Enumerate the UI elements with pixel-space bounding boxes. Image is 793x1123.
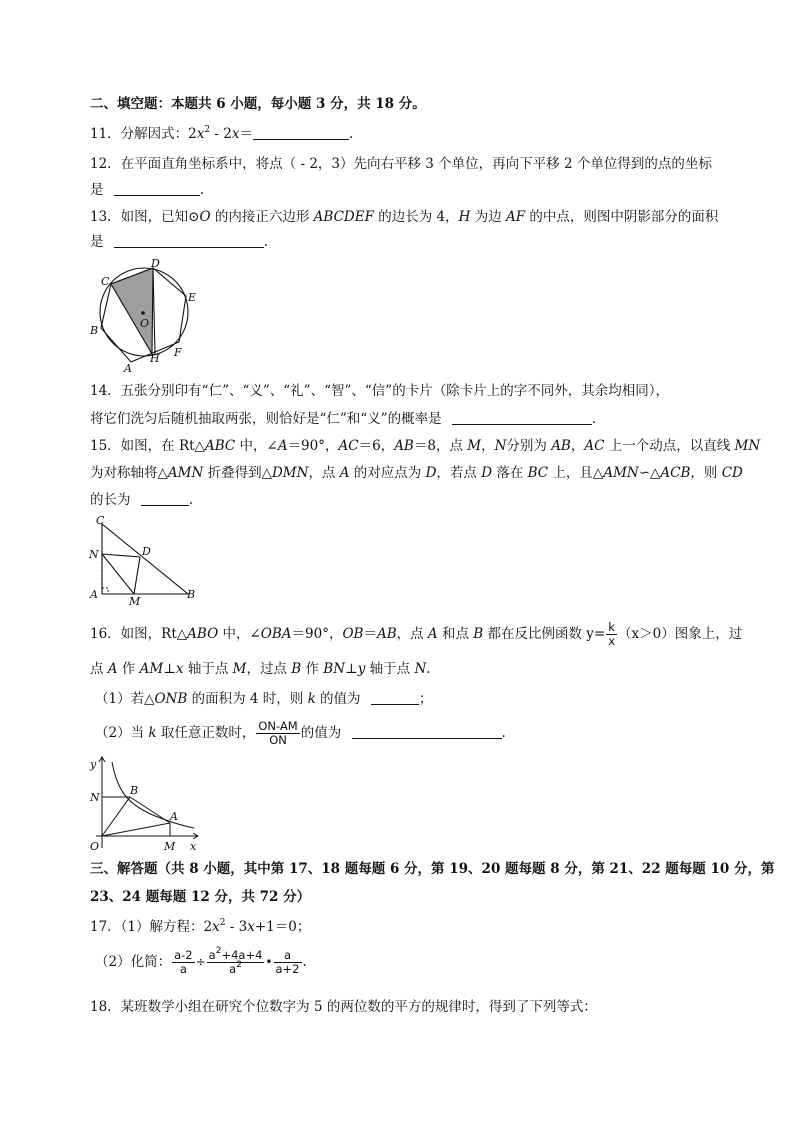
question-14-line-1: 14．五张分别印有“仁”、“义”、“礼”、“智”、“信”的卡片（除卡片上的字不同外，其余均相同），	[90, 383, 669, 399]
label-H: H	[150, 352, 160, 365]
fraction-1: $\frac{a-2}{a}$	[174, 948, 193, 976]
answer-blank[interactable]	[253, 125, 349, 140]
section-2-header: 二、填空题：本题共 6 小题，每小题 3 分，共 18 分。	[90, 96, 426, 112]
question-16-line-1: 16．如图，Rt△ABO 中，∠OBA＝90°，OB＝AB，点 A 和点 B 都在反比例函数 y= $\frac{k}{x}$ （x＞0）图象上，过	[90, 620, 743, 648]
label-D: D	[151, 257, 160, 270]
question-16-line-2: 点 A 作 AM⊥x 轴于点 M，过点 B 作 BN⊥y 轴于点 N.	[90, 661, 431, 677]
label-B: B	[90, 324, 99, 337]
question-12-line-2: 是 .	[90, 182, 205, 198]
question-13-line-1: 13．如图，已知⊙O 的内接正六边形 ABCDEF 的边长为 4，H 为边 AF 的中点，则图中阴影部分的面积	[90, 209, 719, 225]
figure-13-hexagon	[86, 256, 201, 374]
label-D: D	[142, 545, 151, 558]
answer-blank[interactable]	[371, 690, 419, 705]
label-A: A	[90, 588, 98, 601]
question-14-line-2: 将它们洗匀后随机抽取两张，则恰好是“仁”和“义”的概率是 .	[90, 411, 597, 427]
fraction-k-over-x: $\frac{k}{x}$	[608, 620, 616, 648]
fraction-3: $\frac{a}{a+2}$	[275, 948, 300, 976]
fraction-on-am-over-on: $\frac{ON-AM}{ON}$	[258, 719, 298, 747]
label-O: O	[90, 840, 100, 853]
question-15-line-3: 的长为 .	[90, 492, 194, 508]
answer-blank[interactable]	[352, 724, 502, 739]
question-11: 11．分解因式：$2x^2 - 2x=$ .	[90, 125, 354, 142]
figure-15-triangle	[86, 512, 201, 608]
fraction-2: $\frac{a^2+4a+4}{a^2}$	[208, 946, 263, 976]
label-A: A	[170, 810, 178, 823]
label-N: N	[89, 548, 99, 561]
label-M: M	[164, 840, 176, 853]
answer-blank[interactable]	[141, 491, 189, 506]
label-F: F	[174, 346, 182, 359]
label-B: B	[187, 588, 196, 601]
question-15-line-1: 15．如图，在 Rt△ABC 中，∠A＝90°，AC＝6，AB＝8，点 M，N分别为 AB，AC 上一个动点，以直线 MN	[90, 438, 761, 454]
label-B: B	[130, 784, 139, 797]
label-C: C	[96, 514, 105, 527]
label-E: E	[188, 291, 197, 304]
section-3-header-line-1: 三、解答题（共 8 小题，其中第 17、18 题每题 6 分，第 19、20 题每题 8 分，第 21、22 题每题 10 分，第	[90, 861, 775, 877]
label-y: y	[90, 758, 97, 771]
question-16-part-2: （2）当 k 取任意正数时， $\frac{ON-AM}{ON}$ 的值为 .	[95, 719, 506, 747]
question-17-part-1: 17．（1）解方程：$2x^2 - 3x+1=0$；	[90, 918, 311, 935]
answer-blank[interactable]	[114, 233, 264, 248]
question-12-line-1: 12．在平面直角坐标系中，将点（ - 2，3）先向右平移 3 个单位，再向下平移 2 个单位得到的点的坐标	[90, 156, 712, 172]
label-A: A	[124, 362, 132, 374]
question-17-part-2: （2）化简： $\frac{a-2}{a}$ ÷ $\frac{a^2+4a+4}{a^2}$ • $\frac{a}{a+2}$ .	[95, 946, 307, 976]
label-C: C	[101, 275, 110, 288]
answer-blank[interactable]	[452, 410, 592, 425]
label-x: x	[190, 840, 197, 853]
figure-16-inverse-function	[86, 754, 206, 854]
question-15-line-2: 为对称轴将△AMN 折叠得到△DMN，点 A 的对应点为 D，若点 D 落在 BC 上，且△AMN∽△ACB，则 CD	[90, 465, 743, 481]
answer-blank[interactable]	[114, 181, 200, 196]
section-3-header-line-2: 23、24 题每题 12 分，共 72 分）	[90, 889, 311, 905]
question-18: 18．某班数学小组在研究个位数字为 5 的两位数的平方的规律时，得到了下列等式：	[90, 999, 597, 1015]
question-13-line-2: 是 .	[90, 234, 269, 250]
label-M: M	[129, 595, 141, 608]
label-O: O	[140, 317, 150, 330]
question-16-part-1: （1）若△ONB 的面积为 4 时，则 k 的值为 ；	[95, 691, 433, 707]
label-N: N	[90, 791, 100, 804]
